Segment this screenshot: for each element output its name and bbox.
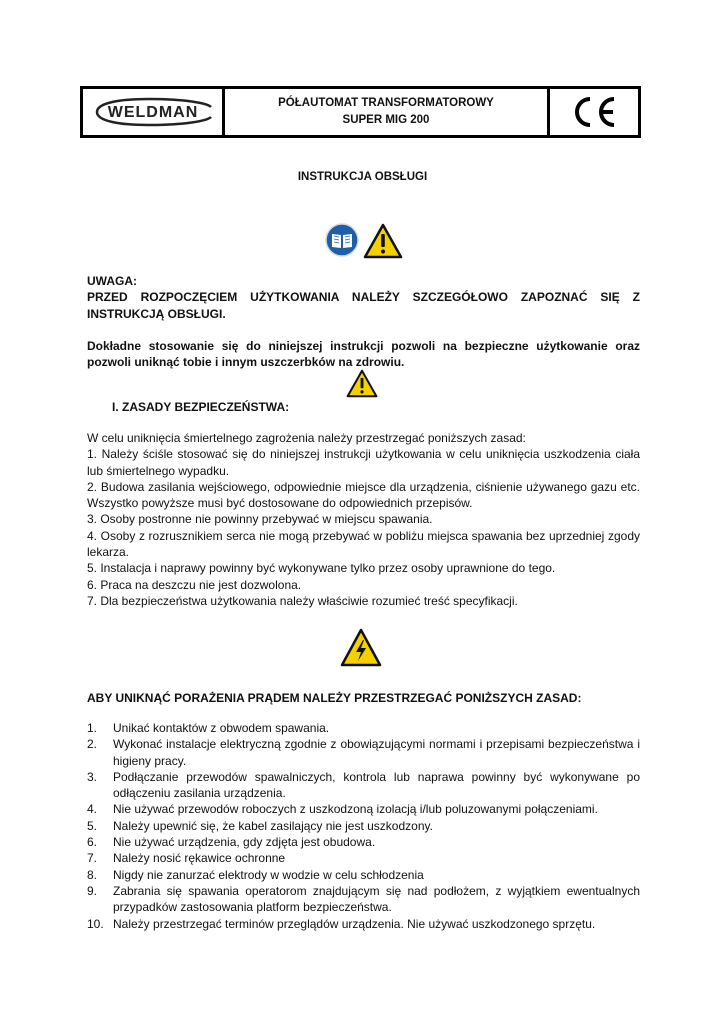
section-1-item: 1. Należy ściśle stosować się do niniejszej instrukcji użytkowania w celu uniknięcia uszkodzenia ciała lub śmiertelnego wypadku. bbox=[87, 447, 640, 478]
section-1-item: 3. Osoby postronne nie powinny przebywać w miejscu spawania. bbox=[87, 512, 433, 527]
top-safety-icons bbox=[325, 223, 403, 259]
list-item: 8. Nigdy nie zanurzać elektrody w wodzie w celu schłodzenia bbox=[87, 867, 424, 882]
title-line-2: SUPER MIG 200 bbox=[342, 114, 430, 126]
warning-block bbox=[87, 273, 640, 322]
logo-cell bbox=[83, 89, 225, 135]
section-2-list bbox=[87, 720, 640, 932]
section-1-item: 5. Instalacja i naprawy powinny być wykonywane tylko przez osoby uprawnione do tego. bbox=[87, 561, 556, 576]
section-1-item: 6. Praca na deszczu nie jest dozwolona. bbox=[87, 577, 302, 592]
title-line-1: PÓŁAUTOMAT TRANSFORMATOROWY bbox=[278, 97, 494, 109]
warning-text: PRZED ROZPOCZĘCIEM UŻYTKOWANIA NALEŻY SZCZEGÓŁOWO ZAPOZNAĆ SIĘ Z INSTRUKCJĄ OBSŁUGI. bbox=[87, 290, 640, 321]
section-2-title: ABY UNIKNĄĆ PORAŻENIA PRĄDEM NALEŻY PRZESTRZEGAĆ PONIŻSZYCH ZASAD: bbox=[87, 691, 582, 705]
section-1-title: I. ZASADY BEZPIECZEŃSTWA: bbox=[112, 400, 290, 414]
electric-hazard-icon bbox=[340, 628, 382, 668]
section-1-body bbox=[87, 430, 640, 609]
list-item: 2. Wykonać instalacje elektryczną zgodnie z obowiązującymi normami i przepisami bezpieczeństwa i higieny pracy. bbox=[87, 737, 640, 768]
ce-mark-cell bbox=[550, 89, 638, 135]
document-title bbox=[225, 89, 550, 135]
list-item: 1. Unikać kontaktów z obwodem spawania. bbox=[87, 721, 330, 735]
document-header bbox=[80, 86, 641, 138]
intro-paragraph: Dokładne stosowanie się do niniejszej instrukcji pozwoli na bezpieczne użytkowanie oraz pozwoli uniknąć tobie i innym uszczerbków na zdrowiu. bbox=[87, 339, 640, 370]
list-item: 7. Należy nosić rękawice ochronne bbox=[87, 851, 286, 866]
list-item: 9. Zabrania się spawania operatorom znajdującym się nad podłożem, z wyjątkiem ewentualnych przypadków zastosowania platform bezpieczeństwa. bbox=[87, 883, 640, 915]
list-item: 6. Nie używać urządzenia, gdy zdjęta jest obudowa. bbox=[87, 835, 376, 850]
warning-triangle-icon bbox=[346, 369, 378, 398]
section-1-item: 4. Osoby z rozrusznikiem serca nie mogą przebywać w pobliżu miejsca spawania bez uprzedniej zgody lekarza. bbox=[87, 528, 640, 560]
weldman-logo bbox=[89, 95, 217, 129]
list-item: 5. Należy upewnić się, że kabel zasilający nie jest uszkodzony. bbox=[87, 818, 433, 833]
section-1-item: 2. Budowa zasilania wejściowego, odpowiednie miejsce dla urządzenia, ciśnienie używanego gazu etc. Wszystko powyższe musi być dostosowane do odpowiednich przepisów. bbox=[87, 479, 640, 511]
list-item: 3. Podłączanie przewodów spawalniczych, kontrola lub naprawa powinny być wykonywane po odłączeniu zasilania urządzenia. bbox=[87, 769, 640, 801]
warning-label: UWAGA: bbox=[87, 274, 137, 288]
read-manual-icon bbox=[325, 223, 359, 257]
list-item: 10. Należy przestrzegać terminów przeglądów urządzenia. Nie używać uszkodzonego sprzętu. bbox=[87, 916, 596, 931]
warning-triangle-icon bbox=[363, 223, 403, 259]
manual-heading: INSTRUKCJA OBSŁUGI bbox=[297, 171, 428, 183]
svg-text:WELDMAN: WELDMAN bbox=[107, 104, 198, 121]
list-item: 4. Nie używać przewodów roboczych z uszkodzoną izolacją i/lub poluzowanymi połączeniami. bbox=[87, 802, 598, 817]
ce-mark-icon bbox=[568, 95, 620, 129]
section-1-item: 7. Dla bezpieczeństwa użytkowania należy właściwie rozumieć treść specyfikacji. bbox=[87, 593, 518, 608]
section-1-lead: W celu uniknięcia śmiertelnego zagrożenia należy przestrzegać poniższych zasad: bbox=[87, 431, 526, 445]
